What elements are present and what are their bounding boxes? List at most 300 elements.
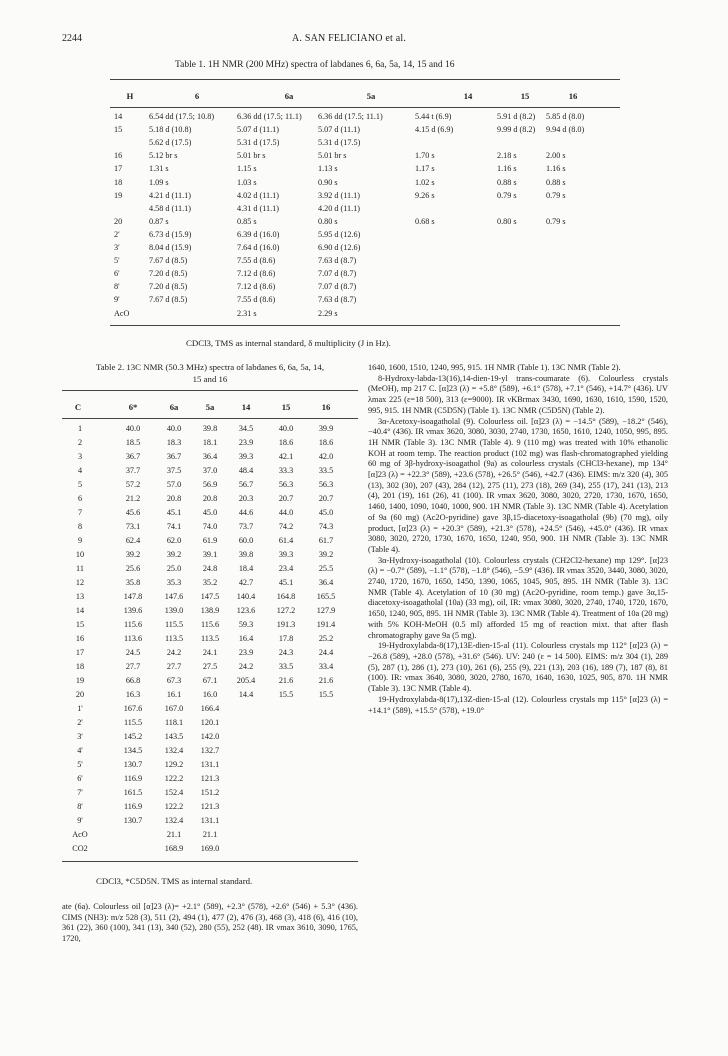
- table-cell: 139.6: [123, 606, 143, 615]
- table-cell: 167.6: [123, 704, 143, 713]
- table-cell: 5.62 d (17.5): [149, 138, 192, 148]
- table-cell: 0.90 s: [318, 177, 338, 187]
- table-cell: 24.8: [202, 564, 218, 573]
- page-number: 2244: [62, 33, 82, 44]
- column-header: 15: [520, 91, 530, 101]
- table-cell: 21.1: [166, 830, 182, 839]
- table-cell: 18.4: [238, 564, 254, 573]
- table-cell: 7': [77, 788, 83, 797]
- table-cell: 164.8: [276, 592, 296, 601]
- table-cell: 9': [77, 816, 83, 825]
- paragraph: 8-Hydroxy-labda-13(16),14-dien-19-yl trans-coumarate (6). Colourless crystals (MeOH), mp 217 C. [α]23 (λ) = +5.8° (589), +6.1° (578), +7.1° (546), +14.7° (436). UV λmax 225 (ε=18 500), 313 (ε=9000). IR νKBrmax 3430, 1690, 1630, 1610, 1590, 1520, 995, 915. 1H NMR (C5D5N) (Table 1). 13C NMR (C5D5N) (Table 2).: [368, 373, 668, 415]
- table-cell: 5.31 d (17.5): [237, 138, 280, 148]
- table-cell: 60.0: [238, 536, 254, 545]
- table-cell: 151.2: [200, 788, 220, 797]
- table-cell: 3': [77, 732, 83, 741]
- column-header: 14: [463, 91, 473, 101]
- table-cell: 6': [114, 269, 120, 279]
- table-cell: 5.07 d (11.1): [318, 125, 360, 135]
- table-cell: 139.0: [164, 606, 184, 615]
- table-cell: 4': [77, 746, 83, 755]
- right-body-text: [368, 363, 668, 716]
- table-cell: 39.3: [278, 550, 294, 559]
- table-cell: 1.31 s: [149, 164, 169, 174]
- table-cell: 11: [76, 564, 84, 573]
- table-cell: 147.8: [123, 592, 143, 601]
- paragraph: 1640, 1600, 1510, 1240, 995, 915. 1H NMR (Table 1). 13C NMR (Table 2).: [368, 363, 621, 372]
- table-cell: 39.1: [202, 550, 218, 559]
- table-cell: 113.5: [200, 634, 220, 643]
- table-cell: 21.6: [318, 676, 334, 685]
- table-cell: 1.09 s: [149, 177, 169, 187]
- table-cell: 61.7: [318, 536, 334, 545]
- table-cell: 120.1: [200, 718, 220, 727]
- table-cell: 16.3: [125, 690, 141, 699]
- table-cell: 21.2: [125, 494, 141, 503]
- table-cell: 20.7: [318, 494, 334, 503]
- table-cell: 67.1: [202, 676, 218, 685]
- table-cell: 115.6: [123, 620, 143, 629]
- table-cell: 116.9: [123, 774, 143, 783]
- table-cell: 44.0: [278, 508, 294, 517]
- table-cell: 7.07 d (8.7): [318, 282, 357, 292]
- table-cell: 129.2: [164, 760, 184, 769]
- table-cell: 45.0: [318, 508, 334, 517]
- table-cell: 73.1: [125, 522, 141, 531]
- table-cell: 191.4: [316, 620, 336, 629]
- table-cell: 35.3: [166, 578, 182, 587]
- table-cell: 39.3: [238, 452, 254, 461]
- table-cell: 4.20 d (11.1): [318, 203, 360, 213]
- table-cell: 1.16 s: [497, 164, 517, 174]
- running-head: A. SAN FELICIANO et al.: [292, 33, 407, 44]
- table-cell: 18.6: [278, 438, 294, 447]
- table-cell: 36.4: [202, 452, 218, 461]
- table-cell: 33.5: [318, 466, 334, 475]
- table-cell: 35.2: [202, 578, 218, 587]
- table-rule: [110, 325, 620, 326]
- column-header: 16: [321, 402, 331, 412]
- table-cell: 45.1: [278, 578, 294, 587]
- table-cell: 4.15 d (6.9): [415, 125, 454, 135]
- table-cell: 24.2: [166, 648, 182, 657]
- table-cell: 134.5: [123, 746, 143, 755]
- table-cell: 6.36 dd (17.5; 11.1): [237, 112, 302, 121]
- table-cell: 7.67 d (8.5): [149, 295, 188, 305]
- table-cell: 130.7: [123, 816, 143, 825]
- table-cell: 132.4: [164, 746, 184, 755]
- table-cell: 5': [77, 760, 83, 769]
- table-cell: 5.31 d (17.5): [318, 138, 361, 148]
- column-header: H: [126, 91, 134, 101]
- table-cell: 5: [77, 480, 83, 489]
- table-cell: 57.0: [166, 480, 182, 489]
- table-cell: 121.3: [200, 802, 220, 811]
- table-cell: 127.9: [316, 606, 336, 615]
- table-cell: 48.4: [238, 466, 254, 475]
- table-cell: 205.4: [236, 676, 256, 685]
- table-cell: 127.2: [276, 606, 296, 615]
- table-cell: 132.4: [164, 816, 184, 825]
- table-cell: 5.01 br s: [318, 151, 347, 161]
- table-cell: 1.02 s: [415, 177, 435, 187]
- table-cell: 113.5: [164, 634, 184, 643]
- column-header: C: [74, 402, 82, 412]
- table-cell: 1.13 s: [318, 164, 338, 174]
- table-cell: 56.3: [278, 480, 294, 489]
- table-cell: 42.7: [238, 578, 254, 587]
- table-cell: 7.20 d (8.5): [149, 269, 188, 279]
- table-cell: 0.80 s: [497, 216, 517, 226]
- table-cell: 39.8: [202, 424, 218, 433]
- table-cell: 5': [114, 256, 120, 266]
- table-cell: 7.12 d (8.6): [237, 269, 276, 279]
- table-cell: 8: [77, 522, 83, 531]
- table-cell: 44.6: [238, 508, 254, 517]
- table-cell: 18.3: [166, 438, 182, 447]
- table-cell: 8': [114, 282, 120, 292]
- table-cell: 16.4: [238, 634, 254, 643]
- table-cell: 37.0: [202, 466, 218, 475]
- table-cell: 147.5: [200, 592, 220, 601]
- table-cell: 6: [77, 494, 83, 503]
- table-rule: [62, 418, 358, 419]
- table-cell: 56.7: [238, 480, 254, 489]
- table-cell: 9.94 d (8.0): [546, 125, 585, 135]
- table-cell: 1.03 s: [237, 177, 257, 187]
- table-cell: 9: [77, 536, 83, 545]
- column-header: 6a: [284, 91, 294, 101]
- table-cell: 4.02 d (11.1): [237, 190, 279, 200]
- table-cell: 17: [114, 164, 123, 174]
- table-cell: 152.4: [164, 788, 184, 797]
- table-cell: 74.0: [202, 522, 218, 531]
- paragraph: 3α-Acetoxy-isoagatholal (9). Colourless oil. [α]23 (λ) = −14.5° (589), −18.2° (546), −40.4° (436). IR νmax 3620, 3080, 3030, 2740, 1730, 1650, 1610, 1240, 1050, 995, 895. 1H NMR (Table 3). 13C NMR (Table 4). 9 (110 mg) was treated with 10% ethanolic KOH at room temp. The reaction product (102 mg) was flash-chromatographed yielding 60 mg of 3β-hydroxy-isoagathol (9a) as colourless crystals (CHCl3-hexane), mp 134° [α]23 (λ) = +22.3° (589), +23.6 (578), +26.5° (546), +42.7 (436). EIMS: m/z 320 (4), 305 (13), 302 (30), 207 (43), 284 (12), 275 (11), 273 (18), 269 (34), 255 (17), 241 (13), 213 (4), 201 (19), 161 (26), 41 (100). IR νmax 3620, 3080, 3020, 2720, 1730, 1670, 1650, 1460, 1400, 1090, 1040, 1000, 900. 1H NMR (Table 3). 13C NMR (Table 4). Acetylation of 9a (60 mg) (Ac2O-pyridine) gave 3β,15-diacetoxy-isoagatholal (9b) (70 mg), oily product, [α]23 (λ) = +20.3° (589), +21.3° (578), +24.5° (546), +45.0° (436). IR νmax 3080, 3020, 2720, 1730, 1670, 1650, 1240, 950, 900. 1H NMR (Table 3). 13C NMR (Table 4).: [368, 416, 668, 554]
- table-cell: 16.0: [202, 690, 218, 699]
- table-cell: 37.5: [166, 466, 182, 475]
- table-cell: 13: [75, 592, 85, 601]
- table-cell: 3': [114, 243, 120, 252]
- table-cell: 5.07 d (11.1): [237, 125, 279, 135]
- table-cell: 118.1: [164, 718, 184, 727]
- table-cell: 57.2: [125, 480, 141, 489]
- table-cell: 20.8: [202, 494, 218, 503]
- table-cell: 67.3: [166, 676, 182, 685]
- table-cell: 39.2: [318, 550, 334, 559]
- table-cell: 115.5: [123, 718, 143, 727]
- table-cell: 0.85 s: [237, 216, 257, 226]
- table-cell: 161.5: [123, 788, 143, 797]
- table-cell: 15.5: [278, 690, 294, 699]
- table-rule: [62, 390, 358, 391]
- table-cell: 24.1: [202, 648, 218, 657]
- table-cell: 5.44 t (6.9): [415, 112, 452, 121]
- table-cell: AcO: [72, 830, 88, 839]
- table-cell: 16.1: [166, 690, 182, 699]
- table-cell: 9.99 d (8.2): [497, 125, 536, 135]
- table-cell: 56.3: [318, 480, 334, 489]
- table-cell: 8.04 d (15.9): [149, 243, 192, 252]
- table-cell: 21.6: [278, 676, 294, 685]
- paragraph: 3α-Hydroxy-isoagatholal (10). Colourless crystals (CH2Cl2-hexane) mp 129°. [α]23 (λ) = −0.7° (589), −1.1° (578), −1.8° (546), −5.9° (436). IR νmax 3520, 3440, 3080, 3020, 2740, 1720, 1670, 1650, 1450, 1390, 1065, 1045, 905, 895. 1H NMR (Table 3). 13C NMR (Table 4). Acetylation of 10 (30 mg) (Ac2O-pyridine, room temp.) gave 3α,15-diacetoxy-isoagatholal (10a) (33 mg), oil, IR: νmax 3080, 3020, 2740, 1740, 1720, 1670, 1650, 1240, 905, 895. 1H NMR (Table 3). 13C NMR (Table 4). Treatment of 10a (20 mg) with 5% KOH-MeOH (0.5 ml) afforded 15 mg of reaction mixt. that after flash chromatography gave 9a (5 mg).: [368, 555, 669, 640]
- table-cell: 145.2: [123, 732, 143, 741]
- table-cell: 16: [75, 634, 85, 643]
- table-cell: AcO: [114, 308, 130, 318]
- table-cell: 143.5: [164, 732, 184, 741]
- table-cell: 1: [77, 424, 83, 433]
- table-cell: 0.87 s: [149, 216, 169, 226]
- table-cell: 18.5: [125, 438, 141, 447]
- table-cell: 7.55 d (8.6): [237, 295, 276, 305]
- table-cell: 39.2: [166, 550, 182, 559]
- table-cell: 0.80 s: [318, 216, 338, 226]
- table-cell: 5.12 br s: [149, 151, 178, 161]
- table-cell: 59.3: [238, 620, 254, 629]
- table-cell: 6.90 d (12.6): [318, 243, 361, 252]
- table-cell: 0.79 s: [546, 190, 566, 200]
- table-cell: 18.6: [318, 438, 334, 447]
- table-cell: 33.5: [278, 662, 294, 671]
- table-cell: 15: [114, 125, 123, 135]
- column-header: 16: [568, 91, 578, 101]
- table-cell: 7.64 d (16.0): [237, 243, 280, 252]
- table-cell: 2.31 s: [237, 308, 257, 318]
- table-cell: 39.2: [125, 550, 141, 559]
- table-cell: 191.3: [276, 620, 296, 629]
- table-cell: 0.88 s: [546, 177, 566, 187]
- table-cell: 27.7: [125, 662, 141, 671]
- table-cell: 20: [75, 690, 85, 699]
- column-header: 14: [241, 402, 251, 412]
- table-cell: 16: [114, 151, 123, 161]
- table-cell: 25.6: [125, 564, 141, 573]
- table-cell: 6.73 d (15.9): [149, 229, 192, 239]
- table-cell: 2': [77, 718, 83, 727]
- table-cell: 2.18 s: [497, 151, 517, 161]
- table-cell: 2.00 s: [546, 151, 566, 161]
- table-cell: 5.85 d (8.0): [546, 112, 585, 121]
- table-cell: 20.8: [166, 494, 182, 503]
- table-cell: 73.7: [238, 522, 254, 531]
- table-cell: 23.4: [278, 564, 294, 573]
- table-cell: 14.4: [238, 690, 254, 699]
- table-cell: 24.2: [238, 662, 254, 671]
- table-cell: 17: [75, 648, 85, 657]
- table-cell: 131.1: [200, 816, 220, 825]
- table-cell: 0.79 s: [546, 216, 566, 226]
- table-cell: 33.3: [278, 466, 294, 475]
- table-cell: 7.63 d (8.7): [318, 295, 357, 305]
- table-cell: CO2: [72, 844, 88, 853]
- table-cell: 35.8: [125, 578, 141, 587]
- table-cell: 20: [114, 216, 123, 226]
- table-cell: 61.9: [202, 536, 218, 545]
- table-cell: 122.2: [164, 802, 184, 811]
- table-cell: 138.9: [200, 606, 220, 615]
- table-cell: 1': [77, 704, 83, 713]
- table-cell: 74.3: [318, 522, 334, 531]
- table-cell: 37.7: [125, 466, 141, 475]
- paragraph: ate (6a). Colourless oil [α]23 (λ)= +2.1° (589), +2.3° (578), +2.6° (546) + 5.3° (436). CIMS (NH3): m/z 528 (3), 511 (2), 494 (1), 477 (2), 476 (3), 468 (3), 418 (6), 416 (10), 361 (22), 360 (100), 341 (13), 340 (52), 280 (55), 252 (48). IR νmax 3610, 3090, 1765, 1720,: [62, 902, 358, 944]
- table-cell: 42.1: [278, 452, 294, 461]
- table-cell: 2': [114, 229, 120, 239]
- table-cell: 122.2: [164, 774, 184, 783]
- table-cell: 17.8: [278, 634, 294, 643]
- table-cell: 115.5: [164, 620, 184, 629]
- table-rule: [62, 861, 358, 862]
- table1-footnote: CDCl3, TMS as internal standard, δ multiplicity (J in Hz).: [186, 338, 391, 348]
- table-cell: 24.5: [125, 648, 141, 657]
- table-cell: 1.70 s: [415, 151, 435, 161]
- table-cell: 3.92 d (11.1): [318, 190, 360, 200]
- table-cell: 21.1: [202, 830, 218, 839]
- table-cell: 5.18 d (10.8): [149, 125, 192, 135]
- table-cell: 8': [77, 802, 83, 811]
- table-cell: 25.2: [318, 634, 334, 643]
- table-cell: 6.39 d (16.0): [237, 229, 280, 239]
- table-cell: 9.26 s: [415, 190, 435, 200]
- table-cell: 61.4: [278, 536, 294, 545]
- table-cell: 25.0: [166, 564, 182, 573]
- table-cell: 45.1: [166, 508, 182, 517]
- table-cell: 3: [77, 452, 83, 461]
- table-rule: [110, 107, 620, 108]
- column-header: 6*: [128, 402, 138, 412]
- table-cell: 7.12 d (8.6): [237, 282, 276, 292]
- table2-footnote: CDCl3, *C5D5N. TMS as internal standard.: [96, 876, 253, 886]
- column-header: 5a: [366, 91, 376, 101]
- column-header: 15: [281, 402, 291, 412]
- table-cell: 39.8: [238, 550, 254, 559]
- table-cell: 142.0: [200, 732, 220, 741]
- table-cell: 5.01 br s: [237, 151, 266, 161]
- table-cell: 45.0: [202, 508, 218, 517]
- table-cell: 7.07 d (8.7): [318, 269, 357, 279]
- table-cell: 4.58 d (11.1): [149, 203, 191, 213]
- table-cell: 7.63 d (8.7): [318, 256, 357, 266]
- table-cell: 18.1: [202, 438, 218, 447]
- table-cell: 62.4: [125, 536, 141, 545]
- table-cell: 131.1: [200, 760, 220, 769]
- table2-title-line1: Table 2. 13C NMR (50.3 MHz) spectra of labdanes 6, 6a, 5a, 14,: [95, 362, 325, 372]
- column-header: 6: [194, 91, 200, 101]
- table-cell: 169.0: [200, 844, 220, 853]
- table-cell: 9': [114, 295, 120, 305]
- table-cell: 132.7: [200, 746, 220, 755]
- table-cell: 4.21 d (11.1): [149, 190, 191, 200]
- table-cell: 165.5: [316, 592, 336, 601]
- table-cell: 56.9: [202, 480, 218, 489]
- table-cell: 40.0: [278, 424, 294, 433]
- paragraph: 19-Hydroxylabda-8(17),13Z-dien-15-al (12). Colourless crystals mp 115° [α]23 (λ) = +14.1° (589), +15.5° (578), +19.0°: [368, 694, 668, 715]
- table-cell: 6.36 dd (17.5; 11.1): [318, 112, 383, 121]
- table-cell: 15.5: [318, 690, 334, 699]
- table-cell: 7.55 d (8.6): [237, 256, 276, 266]
- table-cell: 0.68 s: [415, 216, 435, 226]
- table-cell: 33.4: [318, 662, 334, 671]
- table-cell: 116.9: [123, 802, 143, 811]
- table-cell: 1.17 s: [415, 164, 435, 174]
- table-cell: 6': [77, 774, 83, 783]
- column-header: 5a: [205, 402, 215, 412]
- column-header: 6a: [169, 402, 179, 412]
- table-cell: 20.7: [278, 494, 294, 503]
- table1-title: Table 1. 1H NMR (200 MHz) spectra of labdanes 6, 6a, 5a, 14, 15 and 16: [175, 60, 455, 70]
- table-cell: 5.95 d (12.6): [318, 229, 361, 239]
- table-cell: 10: [75, 550, 85, 559]
- table-cell: 1.16 s: [546, 164, 566, 174]
- paragraph: 19-Hydroxylabda-8(17),13E-dien-15-al (11). Colourless crystals mp 112° [α]23 (λ) = −26.8 (589), +28.0 (578), +31.6° (546). UV: 240 (ε = 14 500). EIMS: m/z 304 (1), 289 (5), 287 (1), 286 (1), 273 (10), 261 (6), 255 (9), 221 (13), 203 (16), 189 (7), 187 (8), 81 (100). IR: νmax 3640, 3080, 3020, 2780, 1670, 1640, 1630, 1025, 905, 870. 1H NMR (Table 3). 13C NMR (Table 4).: [368, 641, 668, 694]
- table-cell: 19: [114, 190, 123, 200]
- table2-title: [62, 362, 358, 385]
- table2-title-line2: 15 and 16: [192, 373, 228, 384]
- table-cell: 25.5: [318, 564, 334, 573]
- table-cell: 40.0: [166, 424, 182, 433]
- table-cell: 74.1: [166, 522, 182, 531]
- table-cell: 23.9: [238, 438, 254, 447]
- table-cell: 130.7: [123, 760, 143, 769]
- table-cell: 24.3: [278, 648, 294, 657]
- table-cell: 0.88 s: [497, 177, 517, 187]
- table-cell: 5.91 d (8.2): [497, 112, 536, 121]
- table-cell: 123.6: [236, 606, 256, 615]
- table-cell: 36.7: [166, 452, 182, 461]
- left-body-text: [62, 902, 358, 945]
- table-cell: 36.7: [125, 452, 141, 461]
- table-cell: 7.20 d (8.5): [149, 282, 188, 292]
- table-cell: 0.79 s: [497, 190, 517, 200]
- table-cell: 168.9: [164, 844, 184, 853]
- table-cell: 7.67 d (8.5): [149, 256, 188, 266]
- table-cell: 18: [114, 177, 123, 187]
- table-cell: 36.4: [318, 578, 334, 587]
- table-cell: 42.0: [318, 452, 334, 461]
- table-cell: 66.8: [125, 676, 141, 685]
- table-cell: 74.2: [278, 522, 294, 531]
- table-cell: 147.6: [164, 592, 184, 601]
- table-cell: 6.54 dd (17.5; 10.8): [149, 112, 215, 121]
- table-cell: 18: [75, 662, 85, 671]
- table-cell: 113.6: [123, 634, 143, 643]
- table-cell: 34.5: [238, 424, 254, 433]
- table-cell: 140.4: [236, 592, 256, 601]
- table-cell: 4: [77, 466, 83, 475]
- table-cell: 12: [75, 578, 85, 587]
- table-cell: 166.4: [200, 704, 220, 713]
- table-cell: 7: [77, 508, 83, 517]
- table-cell: 167.0: [164, 704, 184, 713]
- table-cell: 115.6: [200, 620, 220, 629]
- table-cell: 1.15 s: [237, 164, 257, 174]
- table-cell: 24.4: [318, 648, 334, 657]
- table-cell: 2: [77, 438, 83, 447]
- table-cell: 2.29 s: [318, 308, 338, 318]
- table-cell: 39.9: [318, 424, 334, 433]
- table-cell: 14: [75, 606, 85, 615]
- table-cell: 121.3: [200, 774, 220, 783]
- table-cell: 40.0: [125, 424, 141, 433]
- table-cell: 14: [114, 112, 123, 121]
- table-cell: 45.6: [125, 508, 141, 517]
- table-cell: 20.3: [238, 494, 254, 503]
- table-cell: 23.9: [238, 648, 254, 657]
- table-cell: 27.5: [202, 662, 218, 671]
- table-rule: [110, 79, 620, 80]
- table-cell: 4.31 d (11.1): [237, 203, 279, 213]
- table-cell: 27.7: [166, 662, 182, 671]
- table-cell: 15: [75, 620, 85, 629]
- table-cell: 62.0: [166, 536, 182, 545]
